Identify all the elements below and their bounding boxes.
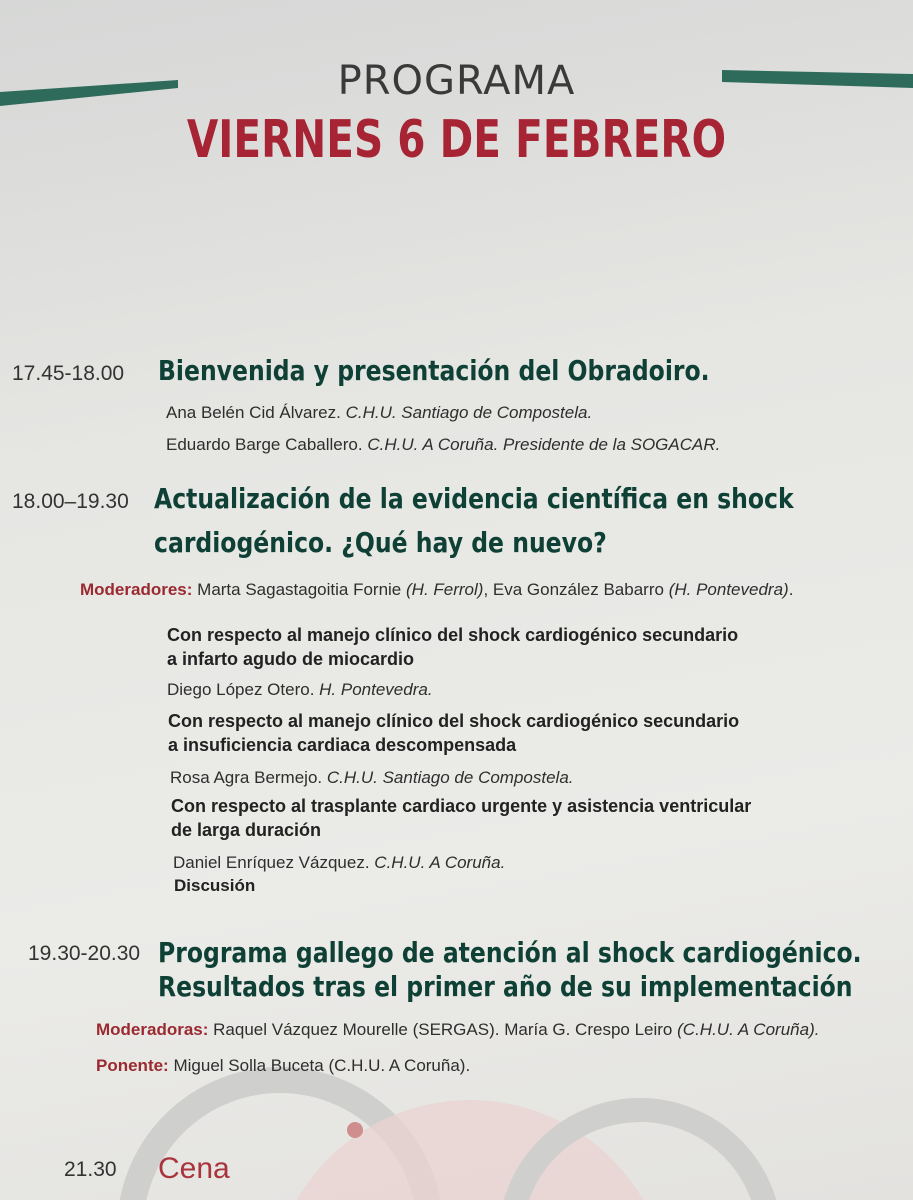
session-1-title: Bienvenida y presentación del Obradoiro.: [158, 354, 710, 387]
speaker-institution: C.H.U. Santiago de Compostela.: [326, 768, 574, 787]
moderator-institution: (H. Pontevedra): [668, 580, 789, 599]
speaker-name: Diego López Otero.: [167, 680, 315, 699]
talk-2-title-line-1: Con respecto al manejo clínico del shock cardiogénico secundario: [168, 711, 740, 731]
talk-3-speaker: [173, 853, 505, 873]
moderators-label: Moderadoras:: [96, 1020, 209, 1039]
session-1-time: 17.45-18.00: [12, 362, 125, 385]
person-name: Ana Belén Cid Álvarez.: [166, 403, 341, 422]
session-2-moderators: Moderadores: Marta Sagastagoitia Fornie (H. Ferrol), Eva González Babarro (H. Pontevedra).: [80, 580, 794, 599]
person-institution: C.H.U. A Coruña. Presidente de la SOGACAR.: [367, 435, 721, 454]
session-3-title-line-2: Resultados tras el primer año de su implementación: [158, 970, 853, 1003]
talk-3-title-line-1: Con respecto al trasplante cardiaco urgente y asistencia ventricular: [171, 796, 752, 816]
moderator-institution: (C.H.U. A Coruña).: [677, 1020, 820, 1039]
session-1-person-1: [166, 403, 592, 423]
session-2-time: 18.00–19.30: [12, 490, 129, 513]
speaker-institution: (C.H.U. A Coruña).: [328, 1056, 471, 1075]
speaker-institution: C.H.U. A Coruña.: [374, 853, 506, 872]
program-title: PROGRAMA: [337, 58, 576, 104]
session-3-time: 19.30-20.30: [28, 942, 141, 965]
date-title: VIERNES 6 DE FEBRERO: [186, 110, 727, 170]
session-1-person-2: [166, 435, 720, 455]
speaker-name: Rosa Agra Bermejo.: [170, 768, 323, 787]
speaker-name: Miguel Solla Buceta: [173, 1056, 324, 1075]
speaker-label: Ponente:: [96, 1056, 169, 1075]
talk-2-speaker: [170, 768, 574, 788]
session-3-title-line-1: Programa gallego de atención al shock cardiogénico.: [158, 936, 862, 969]
dinner-time: 21.30: [64, 1158, 117, 1181]
person-name: Eduardo Barge Caballero.: [166, 435, 363, 454]
talk-2-title-line-2: a insuficiencia cardiaca descompensada: [168, 735, 517, 755]
moderator-name: Raquel Vázquez Mourelle: [213, 1020, 408, 1039]
talk-1-speaker: [167, 680, 433, 700]
dinner-title: Cena: [158, 1152, 230, 1185]
speaker-institution: H. Pontevedra.: [319, 680, 433, 699]
speaker-name: Daniel Enríquez Vázquez.: [173, 853, 370, 872]
person-institution: C.H.U. Santiago de Compostela.: [345, 403, 593, 422]
discussion-label: Discusión: [174, 876, 256, 895]
session-3-moderators: [96, 1020, 819, 1040]
session-2-title-line-1: Actualización de la evidencia científica en shock: [154, 482, 794, 515]
session-3-speaker: [96, 1056, 470, 1076]
moderators-label: Moderadores:: [80, 580, 193, 599]
session-2-title-line-2: cardiogénico. ¿Qué hay de nuevo?: [154, 526, 607, 559]
moderator-name: Marta Sagastagoitia Fornie: [197, 580, 402, 599]
talk-1-title-line-2: a infarto agudo de miocardio: [167, 649, 415, 669]
moderator-name: María G. Crespo Leiro: [504, 1020, 673, 1039]
moderator-name: Eva González Babarro: [492, 580, 664, 599]
talk-1-title-line-1: Con respecto al manejo clínico del shock cardiogénico secundario: [167, 625, 739, 645]
moderator-institution: (SERGAS).: [412, 1020, 500, 1039]
moderator-institution: (H. Ferrol): [406, 580, 484, 599]
bottom-pink-dot: [347, 1122, 363, 1138]
talk-3-title-line-2: de larga duración: [171, 820, 322, 840]
